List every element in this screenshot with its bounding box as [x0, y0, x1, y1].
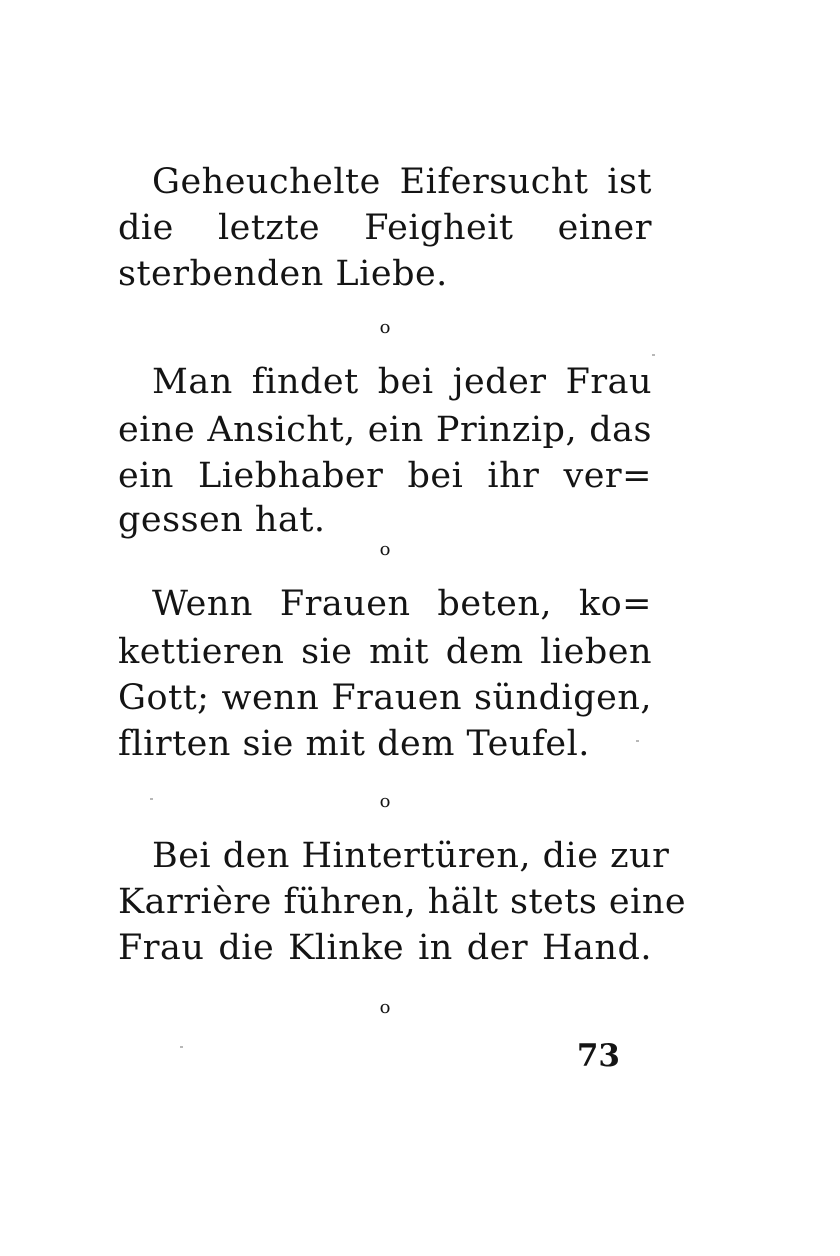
section-separator: o [379, 317, 391, 338]
aphorism-line: Geheuchelte Eifersucht ist [152, 162, 652, 202]
aphorism-line: Wenn Frauen beten, ko= [152, 584, 652, 624]
aphorism-line: Karrière führen, hält stets eine [118, 882, 687, 922]
aphorism-line: Bei den Hintertüren, die zur [152, 836, 670, 876]
aphorism-line: flirten sie mit dem Teufel. [118, 724, 590, 764]
section-separator: o [379, 791, 391, 812]
aphorism-line: kettieren sie mit dem lieben [118, 632, 652, 672]
print-speck [636, 740, 639, 742]
print-speck [652, 354, 655, 356]
aphorism-line: Gott; wenn Frauen sündigen, [118, 678, 652, 718]
aphorism-line: Man findet bei jeder Frau [152, 362, 652, 402]
aphorism-line: eine Ansicht, ein Prinzip, das [118, 410, 652, 450]
aphorism-line: sterbenden Liebe. [118, 254, 448, 294]
page-number: 73 [576, 1038, 620, 1074]
aphorism-line: gessen hat. [118, 500, 326, 540]
aphorism-line: ein Liebhaber bei ihr ver= [118, 456, 652, 496]
section-separator: o [379, 539, 391, 560]
aphorism-line: Frau die Klinke in der Hand. [118, 928, 652, 968]
print-speck [150, 798, 153, 800]
aphorism-line: die letzte Feigheit einer [118, 208, 652, 248]
print-speck [180, 1046, 183, 1048]
section-separator: o [379, 997, 391, 1018]
